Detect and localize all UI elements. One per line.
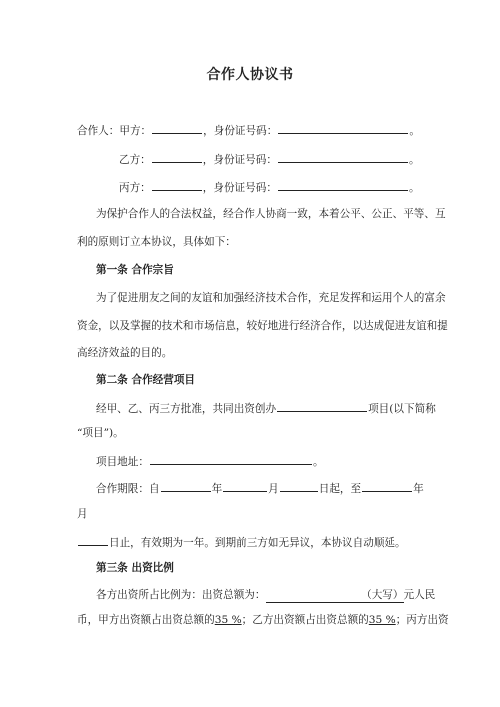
article-1-line-3: 高经济效益的目的。 (77, 347, 173, 359)
party-c-row (119, 179, 420, 195)
party-b-end: 。 (408, 154, 420, 166)
project-address-label: 项目地址： (96, 456, 149, 468)
project-address-end: 。 (312, 456, 324, 468)
article-3-line-2-c: ；丙方出资 (395, 614, 449, 626)
article-2-heading: 第二条 合作经营项目 (96, 374, 196, 386)
end-month-label: 月 (77, 508, 88, 520)
preamble-line-2: 利的原则订立本协议，具体如下： (77, 236, 236, 248)
party-b-id-blank (278, 151, 408, 163)
article-3-line-1 (96, 588, 435, 603)
term-row (96, 480, 424, 496)
start-month-blank (223, 480, 267, 492)
article-3-line-2 (77, 613, 449, 627)
party-c-label: 丙方： (119, 182, 151, 194)
party-a-row (77, 122, 420, 138)
party-c-end: 。 (408, 182, 420, 194)
capital-note: （大写） (361, 589, 404, 601)
document-title: 合作人协议书 (206, 67, 294, 83)
article-1-line-1: 为了促进朋友之间的友谊和加强经济技术合作，充足发挥和运用个人的富余 (96, 292, 446, 304)
party-a-end: 。 (409, 125, 420, 137)
party-c-id-label: ，身份证号码： (202, 182, 277, 194)
party-lead-label: 合作人： (77, 125, 120, 137)
article-2-line-1-prefix: 经甲、乙、丙三方批准，共同出资创办 (96, 403, 277, 415)
project-address-blank (150, 453, 312, 465)
project-address-row (96, 453, 324, 469)
party-c-id-blank (278, 179, 408, 191)
term-end-text: 日止，有效期为一年。到期前三方如无异议，本协议自动顺延。 (109, 537, 406, 549)
party-a-label: 甲方： (119, 125, 152, 137)
project-name-blank (277, 400, 367, 412)
party-b-row (119, 151, 420, 167)
term-label: 合作期限：自 (96, 483, 160, 495)
end-year-blank (362, 480, 412, 492)
start-day-blank (280, 480, 318, 492)
capital-amount-blank (266, 588, 404, 603)
party-b-name-blank (152, 151, 202, 163)
article-3-line-2-b: ；乙方出资额占出资总额的 (241, 614, 369, 626)
party-b-percent: 35 % (368, 614, 396, 626)
article-2-line-1-suffix: 项目(以下简称 (368, 403, 436, 415)
article-3-line-1-suffix: 元人民 (403, 589, 436, 601)
party-a-id-label: ，身份证号码： (203, 125, 278, 137)
article-3-line-2-a: 币，甲方出资额占出资总额的 (77, 614, 215, 626)
article-3-heading: 第三条 出资比例 (96, 562, 174, 574)
start-year-blank (161, 480, 211, 492)
article-1-line-2: 资金，以及掌握的技术和市场信息，较好地进行经济合作，以达成促进友谊和提 (77, 320, 448, 332)
end-day-blank (78, 534, 108, 546)
end-year-label: 年 (413, 483, 424, 495)
article-2-line-1 (96, 400, 436, 416)
start-year-label: 年 (211, 483, 223, 495)
article-3-line-1-prefix: 各方出资所占比例为：出资总额为： (96, 589, 266, 601)
party-b-id-label: ，身份证号码： (202, 154, 277, 166)
start-month-label: 月 (268, 483, 279, 495)
start-day-label: 日起，至 (318, 483, 362, 495)
term-end-row (77, 534, 406, 550)
article-1-heading: 第一条 合作宗旨 (96, 264, 174, 276)
party-a-percent: 35 % (214, 614, 242, 626)
party-b-label: 乙方： (119, 154, 151, 166)
article-2-line-2: “项目”)。 (77, 427, 124, 439)
preamble-line-1: 为保护合作人的合法权益，经合作人协商一致，本着公平、公正、平等、互 (96, 208, 446, 220)
party-c-name-blank (152, 179, 202, 191)
party-a-id-blank (278, 122, 408, 134)
party-a-name-blank (152, 122, 202, 134)
